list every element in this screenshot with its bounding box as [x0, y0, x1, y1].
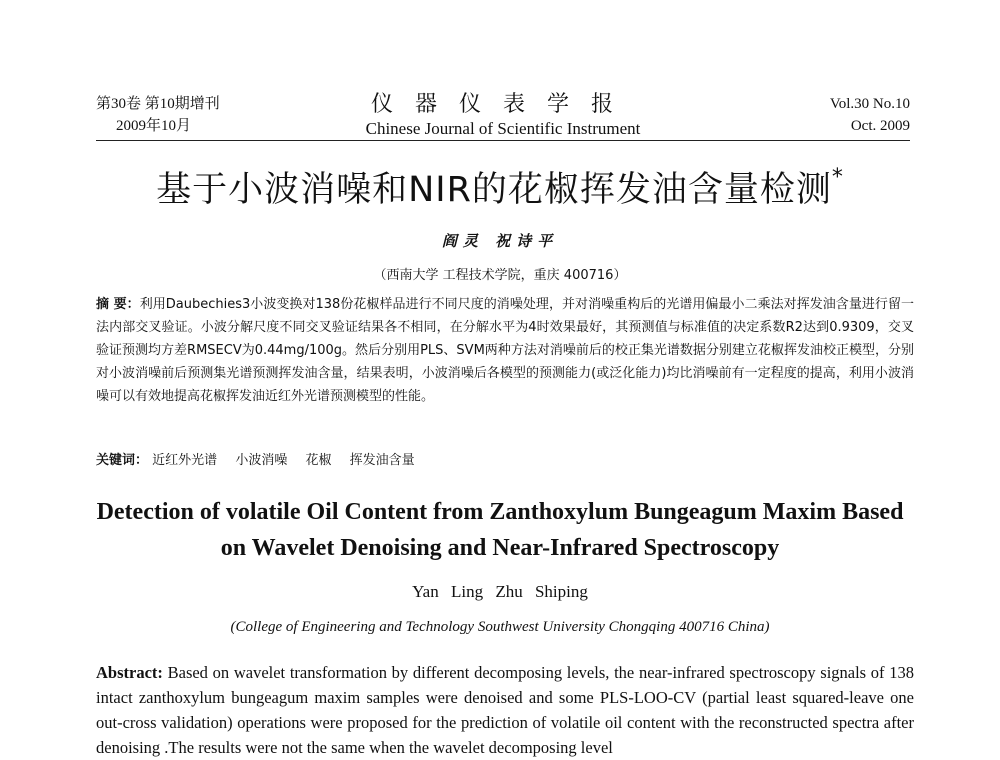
- keyword: 挥发油含量: [349, 453, 415, 468]
- journal-header: [96, 93, 910, 141]
- affiliation-cn: （西南大学 工程技术学院，重庆 400716）: [373, 268, 627, 283]
- keyword: 近红外光谱: [152, 453, 218, 468]
- paper-title-cn: [0, 162, 1000, 212]
- authors-cn: 阎灵 祝诗平: [441, 232, 559, 250]
- abstract-cn: [96, 293, 914, 408]
- keyword: 小波消噪: [235, 453, 288, 468]
- abstract-en: [96, 660, 914, 760]
- keywords-cn-label: 关键词：: [96, 453, 149, 468]
- keywords-cn: [96, 451, 914, 471]
- abstract-en-text: Based on wavelet transformation by different decomposing levels, the near-infrared spectroscopy signals of 138 intact zanthoxylum bungeagum maxim samples were denoised and some PLS-LOO-CV (partial least squared-leave one out-cross validation) operations were proposed for the prediction of volatile oil content with the reconstructed spectra after denoising .The results were not the same when the wavelet decomposing level: [96, 663, 915, 757]
- abstract-en-label: Abstract:: [96, 663, 163, 682]
- abstract-cn-label: 摘 要：: [96, 297, 140, 312]
- header-rule: [96, 140, 910, 141]
- journal-name-en: Chinese Journal of Scientific Instrument: [365, 119, 641, 138]
- paper-title-en: [80, 494, 920, 566]
- issue-date-cn: 2009年10月: [116, 118, 192, 134]
- footnote-mark: *: [831, 165, 844, 191]
- paper-title-en-line1: Detection of volatile Oil Content from Zanthoxylum Bungeagum Maxim Based: [96, 499, 904, 525]
- paper-title-en-line2: on Wavelet Denoising and Near-Infrared Spectroscopy: [220, 535, 780, 561]
- volume-number-en: Vol.30 No.10: [829, 96, 910, 112]
- affiliation-en: (College of Engineering and Technology Southwest University Chongqing 400716 China): [230, 619, 770, 635]
- volume-issue: 第30卷 第10期增刊: [96, 96, 220, 112]
- volume-info-en: [830, 93, 910, 137]
- keyword: 花椒: [305, 453, 332, 468]
- authors-en: Yan Ling Zhu Shiping: [412, 582, 588, 601]
- issue-date-en: Oct. 2009: [850, 118, 910, 134]
- abstract-cn-text: 利用Daubechies3小波变换对138份花椒样品进行不同尺度的消噪处理，并对消噪重构后的光谱用偏最小二乘法对挥发油含量进行留一法内部交叉验证。小波分解尺度不同交叉验证结果各不相同，在分解水平为4时效果最好，其预测值与标准值的决定系数R2达到0.9309，交叉验证预测均方差RMSECV为0.44mg/100g。然后分别用PLS、SVM两种方法对消噪前后的校正集光谱数据分别建立花椒挥发油校正模型，分别对小波消噪前后预测集光谱预测挥发油含量，结果表明，小波消噪后各模型的预测能力(或泛化能力)均比消噪前有一定程度的提高，利用小波消噪可以有效地提高花椒挥发油近红外光谱预测模型的性能。: [96, 297, 914, 404]
- paper-title-cn-text: 基于小波消噪和NIR的花椒挥发油含量检测: [156, 170, 832, 210]
- journal-name-cn: 仪器仪表学报: [370, 92, 635, 117]
- journal-name: [96, 93, 910, 140]
